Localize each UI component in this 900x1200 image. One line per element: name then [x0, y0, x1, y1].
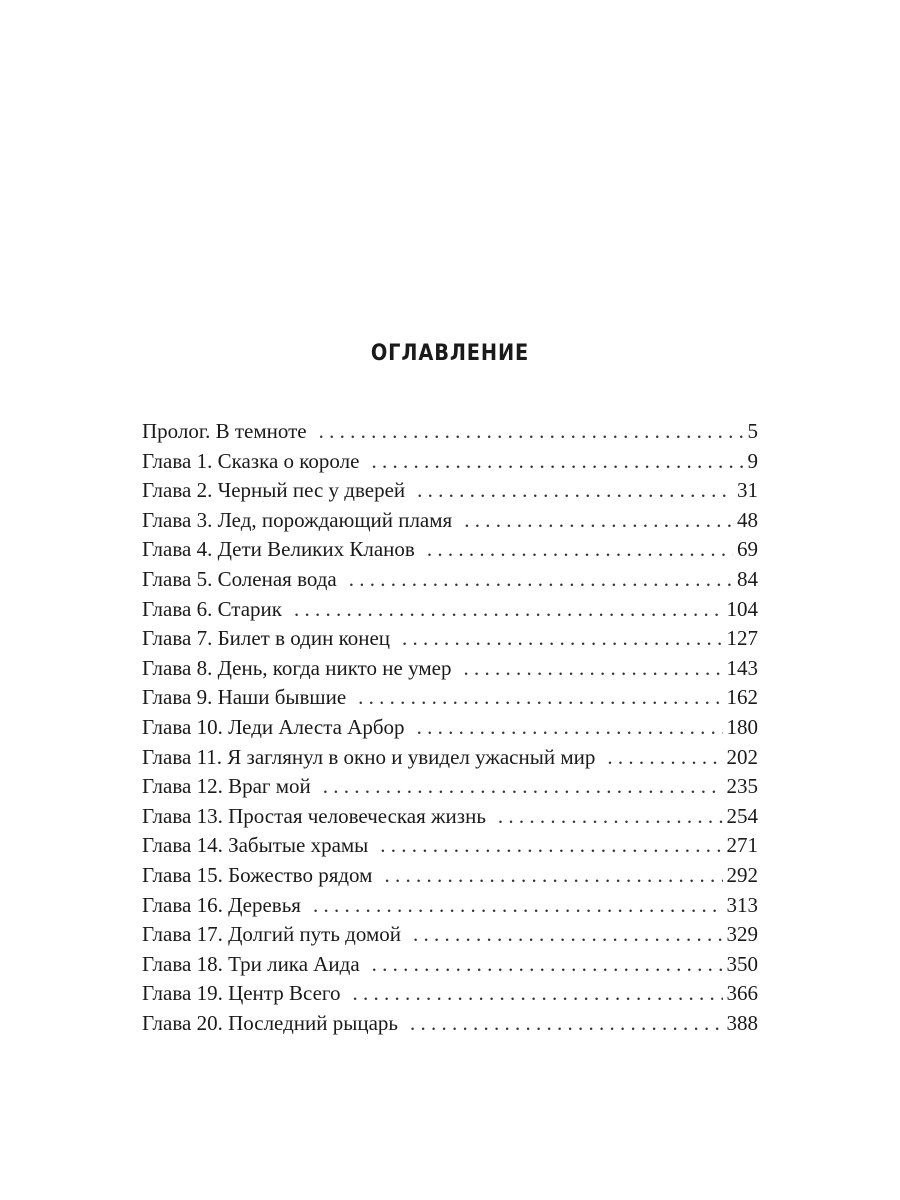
toc-entry	[142, 1009, 758, 1039]
toc-dot-leader	[410, 1009, 723, 1039]
toc-dot-leader	[319, 417, 744, 447]
toc-entry	[142, 979, 758, 1009]
toc-entry-page-number: 235	[726, 774, 758, 799]
toc-dot-leader	[417, 713, 723, 743]
toc-dot-leader	[380, 831, 722, 861]
toc-dot-leader	[352, 979, 722, 1009]
toc-entry	[142, 535, 758, 565]
toc-dot-leader	[349, 565, 733, 595]
toc-entry-title: Глава 1. Сказка о короле	[142, 448, 360, 473]
toc-entry-page-number: 292	[726, 862, 758, 887]
toc-dot-leader	[371, 447, 743, 477]
toc-entry-title: Глава 10. Леди Алеста Арбор	[142, 714, 405, 739]
toc-entry	[142, 743, 758, 773]
toc-entry	[142, 417, 758, 447]
toc-entry	[142, 595, 758, 625]
toc-entry-title: Глава 4. Дети Великих Кланов	[142, 537, 415, 562]
toc-entry-title: Глава 3. Лед, порождающий пламя	[142, 507, 453, 532]
toc-entry-page-number: 202	[726, 744, 758, 769]
toc-entry	[142, 713, 758, 743]
toc-entry	[142, 506, 758, 536]
toc-entry-title: Глава 20. Последний рыцарь	[142, 1010, 398, 1035]
toc-dot-leader	[464, 506, 733, 536]
toc-entry-page-number: 84	[737, 566, 758, 591]
toc-entry-page-number: 5	[747, 419, 758, 443]
toc-entry-page-number: 104	[726, 596, 758, 621]
toc-dot-leader	[313, 891, 723, 921]
toc-dot-leader	[607, 743, 722, 773]
toc-dot-leader	[372, 950, 723, 980]
toc-entry-title: Глава 2. Черный пес у дверей	[142, 478, 406, 503]
toc-entry-page-number: 388	[726, 1010, 758, 1035]
toc-dot-leader	[402, 624, 722, 654]
toc-dot-leader	[358, 683, 722, 713]
toc-entry	[142, 891, 758, 921]
toc-dot-leader	[294, 595, 723, 625]
toc-entry-title: Глава 9. Наши бывшие	[142, 685, 347, 710]
toc-entry	[142, 831, 758, 861]
toc-entry	[142, 654, 758, 684]
toc-entry-title: Глава 14. Забытые храмы	[142, 833, 369, 858]
toc-entry-page-number: 329	[726, 922, 758, 947]
toc-entry-title: Глава 18. Три лика Аида	[142, 951, 360, 976]
toc-entry-title: Глава 8. День, когда никто не умер	[142, 655, 452, 680]
toc-entry-title: Глава 17. Долгий путь домой	[142, 922, 401, 947]
toc-dot-leader	[498, 802, 723, 832]
toc-entry	[142, 624, 758, 654]
toc-title: ОГЛАВЛЕНИЕ	[370, 341, 530, 366]
toc-entry-page-number: 69	[737, 537, 758, 562]
toc-entry	[142, 920, 758, 950]
toc-entry	[142, 802, 758, 832]
toc-dot-leader	[413, 920, 723, 950]
toc-entry-title: Глава 5. Соленая вода	[142, 566, 337, 591]
toc-entry-title: Глава 7. Билет в один конец	[142, 626, 391, 651]
toc-dot-leader	[323, 772, 723, 802]
toc-entry	[142, 950, 758, 980]
toc-entry-title: Глава 13. Простая человеческая жизнь	[142, 803, 486, 828]
toc-entry-title: Глава 15. Божество рядом	[142, 862, 373, 887]
toc-entry	[142, 565, 758, 595]
toc-entry-page-number: 366	[726, 981, 758, 1006]
toc-entry-title: Глава 19. Центр Всего	[142, 981, 341, 1006]
toc-dot-leader	[427, 535, 733, 565]
toc-dot-leader	[384, 861, 722, 891]
toc-entry	[142, 447, 758, 477]
toc-entry-page-number: 9	[747, 448, 758, 473]
toc-entry-title: Глава 11. Я заглянул в окно и увидел ужасный мир	[142, 744, 596, 769]
toc-entry	[142, 772, 758, 802]
toc-entry-page-number: 31	[737, 478, 758, 503]
toc-entry	[142, 476, 758, 506]
toc-entry-page-number: 162	[726, 685, 758, 710]
toc-entry-page-number: 127	[726, 626, 758, 651]
toc-entry-title: Пролог. В темноте	[142, 419, 307, 443]
toc-entry	[142, 683, 758, 713]
toc-entry-title: Глава 12. Враг мой	[142, 774, 311, 799]
toc-entry-title: Глава 6. Старик	[142, 596, 282, 621]
toc-entry-page-number: 143	[726, 655, 758, 680]
toc-entry-page-number: 350	[726, 951, 758, 976]
toc-entry-page-number: 271	[726, 833, 758, 858]
toc-entry-page-number: 313	[726, 892, 758, 917]
toc-list	[142, 417, 758, 1038]
toc-dot-leader	[463, 654, 722, 684]
toc-entry-page-number: 254	[726, 803, 758, 828]
toc-dot-leader	[417, 476, 733, 506]
toc-entry-title: Глава 16. Деревья	[142, 892, 301, 917]
toc-entry	[142, 861, 758, 891]
toc-entry-page-number: 180	[726, 714, 758, 739]
toc-entry-page-number: 48	[737, 507, 758, 532]
